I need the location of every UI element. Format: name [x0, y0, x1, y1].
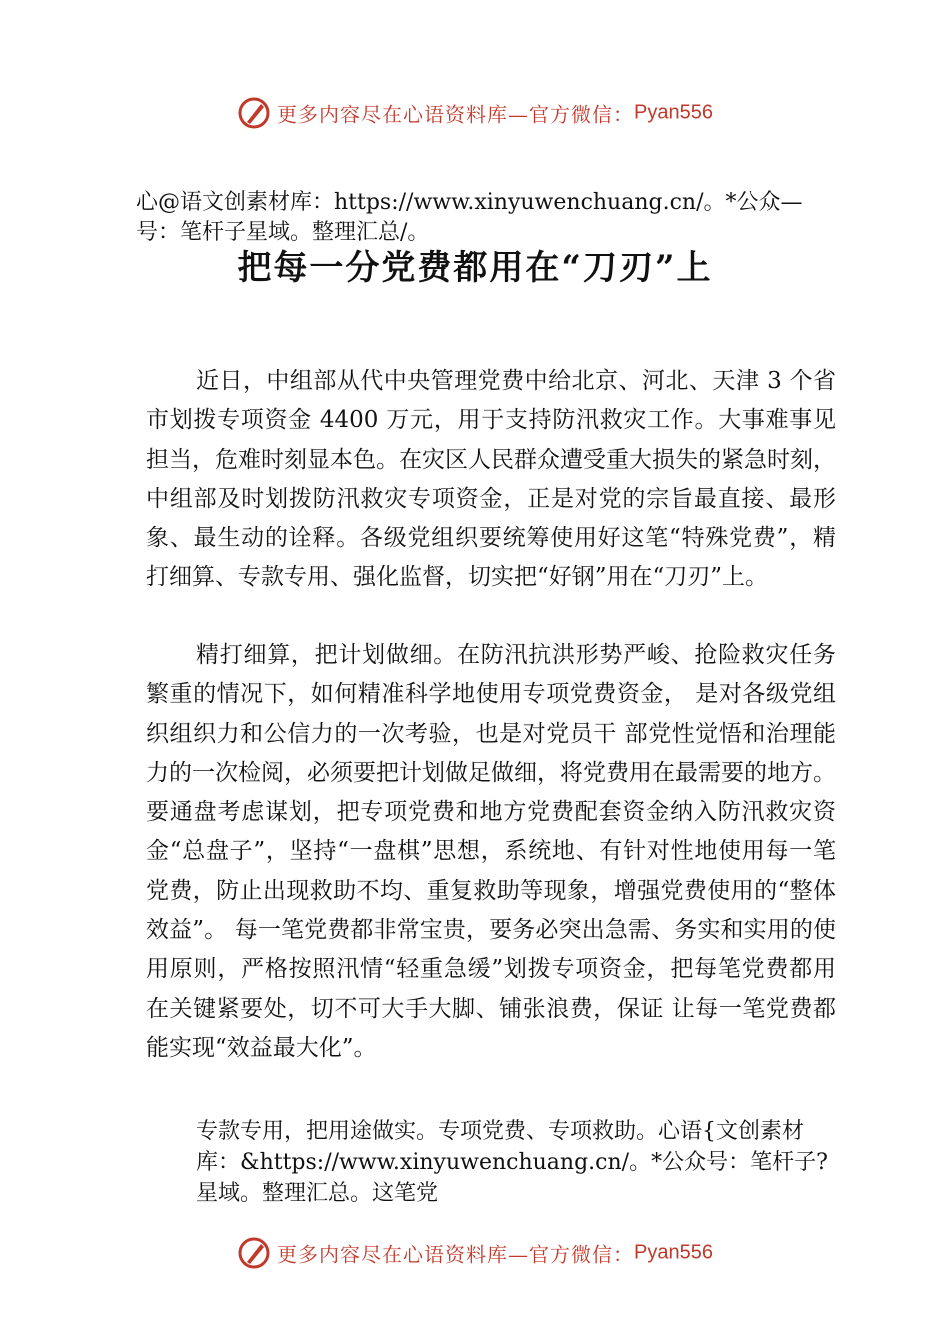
- banner-text: 更多内容尽在心语资料库—官方微信：: [277, 102, 635, 127]
- footer-banner: [0, 1236, 950, 1270]
- paragraph-3: 专款专用，把用途做实。专项党费、专项救助。心语{文创素材库：&https://www.xinyuwenchuang.cn/。*公众号：笔杆子?星域。整理汇总。这笔党: [196, 1119, 828, 1206]
- pen-logo-icon: [237, 1236, 271, 1270]
- document-title: 把每一分党费都用在“刀刃”上: [237, 248, 713, 288]
- banner-wechat-id: Pyan556: [634, 101, 713, 124]
- banner-wechat-id: Pyan556: [634, 1241, 713, 1264]
- pen-logo-icon: [237, 96, 271, 130]
- paragraph-1: 近日，中组部从代中央管理党费中给北京、河北、天津 3 个省市划拨专项资金 4400 万元，用于支持防汛救灾工作。大事难事见担当，危难时刻显本色。在灾区人民群众遭受重大损失的紧急时刻，中组部及时划拨防汛救灾专项资金，正是对党的宗旨最直接、最形象、最生动的诠释。各级党组织要统筹使用好这笔“特殊党费”，精打细算、专款专用、强化监督，切实把“好钢”用在“刀刃”上。: [146, 368, 836, 591]
- header-banner: [0, 96, 950, 130]
- watermark-text: 心@语文创素材库：https://www.xinyuwenchuang.cn/。*公众—号：笔杆子星域。整理汇总/。: [136, 190, 803, 245]
- banner-text: 更多内容尽在心语资料库—官方微信：: [277, 1242, 635, 1267]
- paragraph-2: 精打细算，把计划做细。在防汛抗洪形势严峻、抢险救灾任务繁重的情况下，如何精准科学地使用专项党费资金， 是对各级党组织组织力和公信力的一次考验，也是对党员干 部党性觉悟和治理能力的一次检阅，必须要把计划做足做细，将党费用在最需要的地方。要通盘考虑谋划，把专项党费和地方党费配套资金纳入防汛救灾资金“总盘子”，坚持“一盘棋”思想，系统地、有针对性地使用每一笔党费，防止出现救助不均、重复救助等现象，增强党费使用的“整体效益”。 每一笔党费都非常宝贵，要务必突出急需、务实和实用的使 用原则，严格按照汛情“轻重急缓”划拨专项资金，把每笔党费都用在关键紧要处，切不可大手大脚、铺张浪费，保证 让每一笔党费都能实现“效益最大化”。: [146, 642, 836, 1061]
